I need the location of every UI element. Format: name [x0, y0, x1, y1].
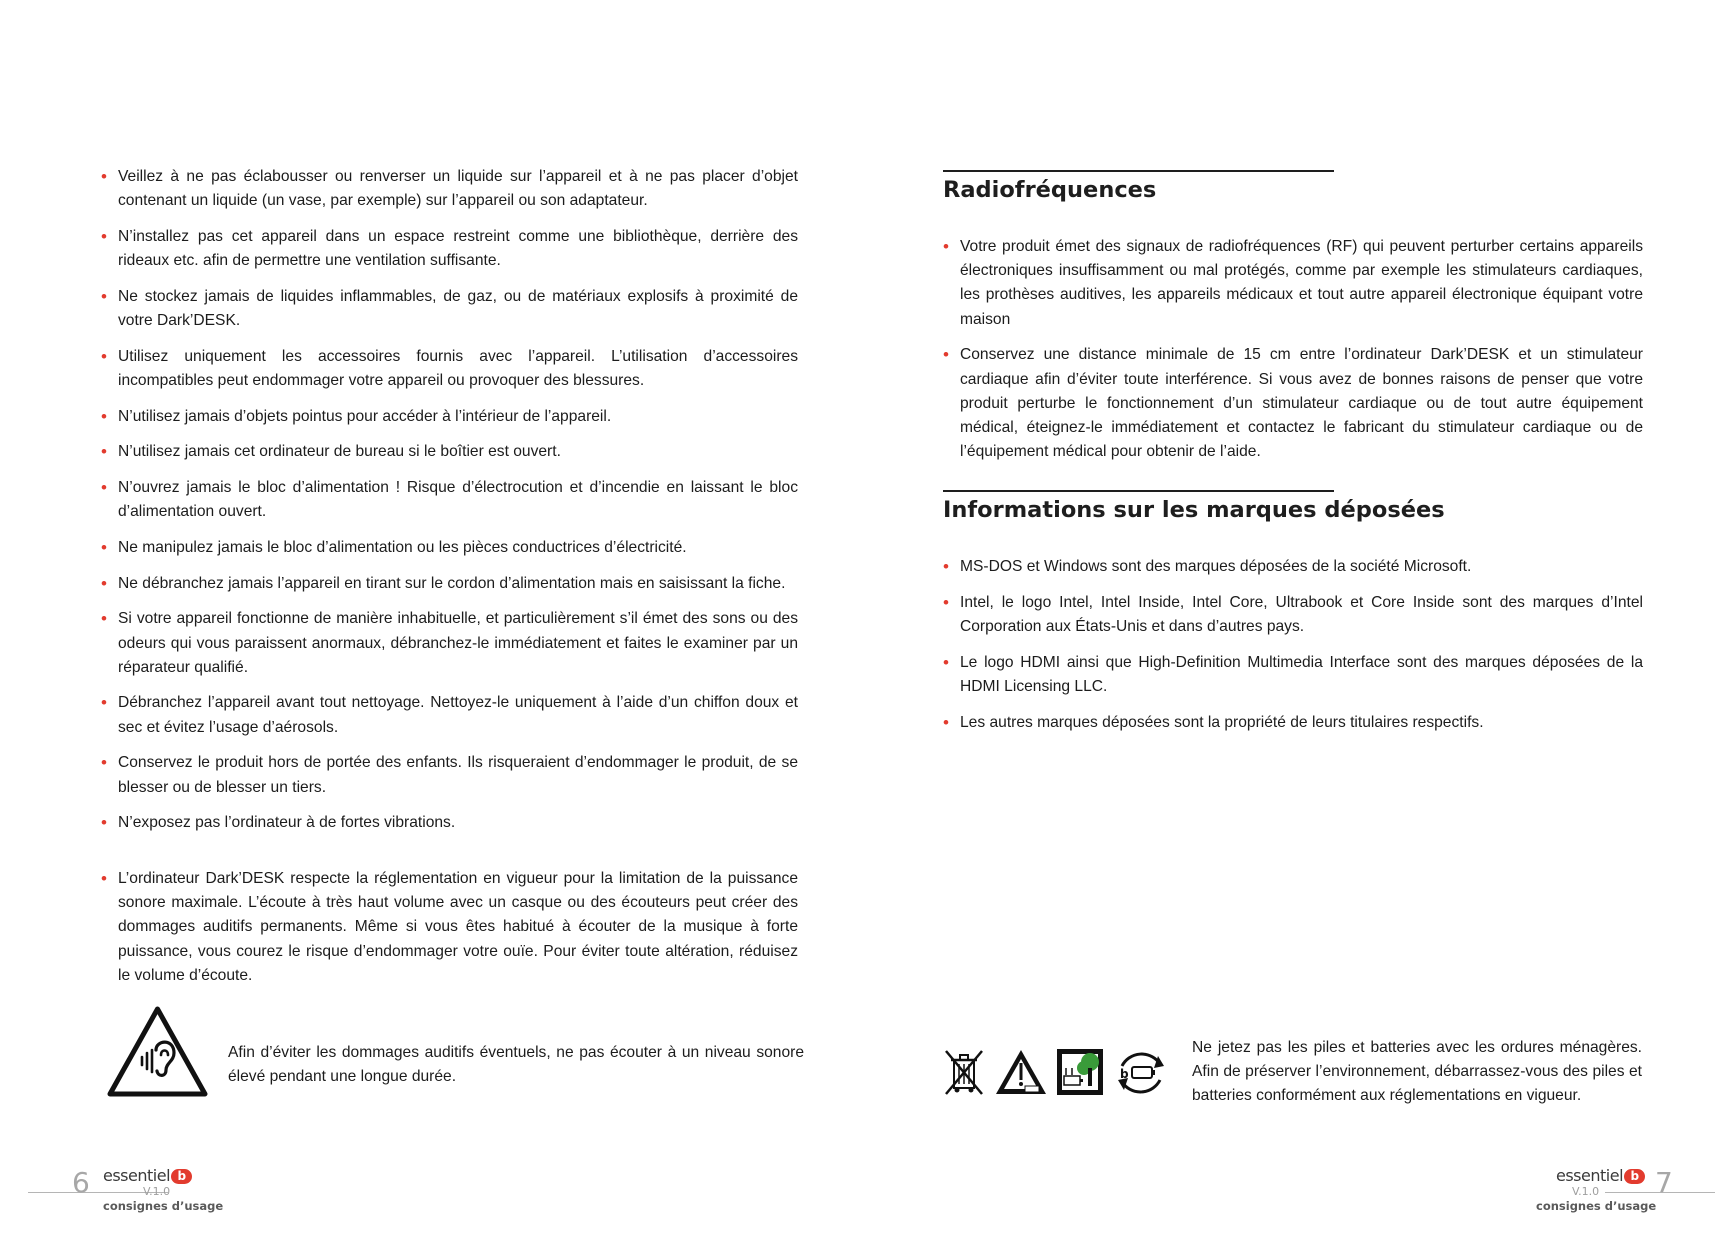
radio-list: [943, 235, 1643, 476]
list-item-text: Le logo HDMI ainsi que High-Definition Multimedia Interface sont des marques déposées de la HDMI Licensing LLC.: [960, 653, 1643, 695]
list-item-text: N’installez pas cet appareil dans un espace restreint comme une bibliothèque, derrière des rideaux etc. afin de permettre une ventilation suffisante.: [118, 227, 798, 270]
left-page: [0, 0, 867, 1247]
list-item-text: Les autres marques déposées sont la propriété de leurs titulaires respectifs.: [960, 713, 1484, 731]
list-item: • Le logo HDMI ainsi que High-Definition Multimedia Interface sont des marques déposées de la HDMI Licensing LLC.: [943, 652, 1643, 695]
brand-logo: [103, 1166, 192, 1185]
brand-name: essentiel: [1556, 1166, 1624, 1185]
list-item: • N’utilisez jamais cet ordinateur de bureau si le boîtier est ouvert.: [101, 442, 561, 462]
list-item: • Intel, le logo Intel, Intel Inside, Intel Core, Ultrabook et Core Inside sont des marques d’Intel Corporation aux États-Unis et dans d’autres pays.: [943, 592, 1643, 635]
page-number: 7: [1655, 1166, 1673, 1199]
list-item: • MS-DOS et Windows sont des marques déposées de la société Microsoft.: [943, 557, 1472, 576]
list-item-text: Utilisez uniquement les accessoires fournis avec l’appareil. L’utilisation d’accessoires incompatibles peut endommager votre appareil ou provoquer des blessures.: [118, 347, 798, 389]
list-item: • Ne manipulez jamais le bloc d’alimentation ou les pièces conductrices d’électricité.: [101, 537, 687, 557]
list-item: • N’installez pas cet appareil dans un espace restreint comme une bibliothèque, derrière des rideaux etc. afin de permettre une ventilation suffisante.: [101, 226, 798, 270]
version-label: V.1.0: [1572, 1185, 1600, 1198]
section-rule: [943, 170, 1334, 172]
page-number: 6: [72, 1166, 90, 1199]
list-item-text: Veillez à ne pas éclabousser ou renverser un liquide sur l’appareil et à ne pas placer d’objet contenant un liquide (un vase, par exemple) sur l’appareil ou son adaptateur.: [118, 168, 798, 210]
list-item: • Si votre appareil fonctionne de manière inhabituelle, et particulièrement s’il émet des sons ou des odeurs qui vous paraissent anormaux, débranchez-le immédiatement et faites le examiner par un réparateur qualifié.: [101, 609, 798, 676]
list-item: • N’ouvrez jamais le bloc d’alimentation ! Risque d’électrocution et d’incendie en laissant le bloc d’alimentation ouvert.: [101, 478, 798, 521]
svg-text:b: b: [1120, 1067, 1129, 1081]
list-item: • Les autres marques déposées sont la propriété de leurs titulaires respectifs.: [943, 712, 1484, 732]
trademarks-list: [943, 555, 1643, 746]
list-item-text: Ne manipulez jamais le bloc d’alimentation ou les pièces conductrices d’électricité.: [118, 538, 687, 556]
battery-notice: Ne jetez pas les piles et batteries avec les ordures ménagères. Afin de préserver l’environnement, débarrassez-vous des piles et batteries conformément aux réglementations en vigueur.: [1192, 1039, 1642, 1105]
volume-list: [101, 867, 798, 1000]
brand-logo: [1556, 1166, 1645, 1185]
list-item-text: N’exposez pas l’ordinateur à de fortes vibrations.: [118, 814, 456, 832]
brand-mark: b: [171, 1169, 192, 1184]
volume-item-text: L’ordinateur Dark’DESK respecte la réglementation en vigueur pour la limitation de la puissance sonore maximale. L’écoute à très haut volume avec un casque ou des écouteurs peut créer des dommages auditifs permanents. Même si vous êtes habitué à écouter de la musique à forte puissance, vous courez le risque d’endommager votre ouïe. Pour éviter toute altération, réduisez le volume d’écoute.: [118, 870, 798, 984]
safety-list: [101, 165, 798, 847]
list-item-text: Conservez le produit hors de portée des enfants. Ils risqueraient d’endommager le produit, de se blesser ou de blesser un tiers.: [118, 754, 798, 796]
section-title-trademarks: Informations sur les marques déposées: [943, 497, 1445, 523]
list-item-text: N’ouvrez jamais le bloc d’alimentation ! Risque d’électrocution et d’incendie en laissant le bloc d’alimentation ouvert.: [118, 479, 798, 521]
version-label: V.1.0: [143, 1185, 171, 1198]
list-item-text: Débranchez l’appareil avant tout nettoyage. Nettoyez-le uniquement à l’aide d’un chiffon doux et sec et évitez l’usage d’aérosols.: [118, 694, 798, 736]
battery-recycle-icon: [1112, 1048, 1170, 1098]
brand-name: essentiel: [103, 1166, 171, 1185]
list-item-text: N’utilisez jamais cet ordinateur de bureau si le boîtier est ouvert.: [118, 443, 561, 461]
list-item-text: Ne débranchez jamais l’appareil en tirant sur le cordon d’alimentation mais en saisissant la fiche.: [118, 574, 786, 592]
list-item: • Conservez une distance minimale de 15 cm entre l’ordinateur Dark’DESK et un stimulateur cardiaque afin d’éviter toute interférence. Si vous avez de bonnes raisons de penser que votre produit perturbe le fonctionnement d’un stimulateur cardiaque ou de tout autre équipement médical, éteignez-le immédiatement et contactez le fabricant du stimulateur cardiaque ou de l’équipement médical pour obtenir de l’aide.: [943, 345, 1643, 461]
list-item: • Ne stockez jamais de liquides inflammables, de gaz, ou de matériaux explosifs à proximité de votre Dark’DESK.: [101, 286, 798, 330]
list-item: • Votre produit émet des signaux de radiofréquences (RF) qui peuvent perturber certains appareils électroniques insuffisamment ou mal protégés, comme par exemple les stimulateurs cardiaques, les prothèses auditives, les appareils médicaux et tout autre appareil électronique équipant votre maison: [943, 237, 1643, 328]
battery-hazard-icon: [994, 1048, 1048, 1096]
list-item-text: Votre produit émet des signaux de radiofréquences (RF) qui peuvent perturber certains appareils électroniques insuffisamment ou mal protégés, comme par exemple les stimulateurs cardiaques, les prothèses auditives, les appareils médicaux et tout autre appareil électronique équipant votre maison: [960, 238, 1643, 328]
footer-subtitle: consignes d’usage: [1536, 1199, 1657, 1213]
hearing-warning-text: Afin d’éviter les dommages auditifs éventuels, ne pas écouter à un niveau sonore élevé pendant une longue durée.: [228, 1044, 804, 1086]
hearing-warning: [106, 1005, 806, 1101]
brand-mark: b: [1624, 1169, 1645, 1184]
list-item: • Utilisez uniquement les accessoires fournis avec l’appareil. L’utilisation d’accessoires incompatibles peut endommager votre appareil ou provoquer des blessures.: [101, 346, 798, 389]
footer-subtitle: consignes d’usage: [103, 1199, 224, 1213]
list-item-text: Ne stockez jamais de liquides inflammables, de gaz, ou de matériaux explosifs à proximité de votre Dark’DESK.: [118, 287, 798, 330]
list-item: • Débranchez l’appareil avant tout nettoyage. Nettoyez-le uniquement à l’aide d’un chiffon doux et sec et évitez l’usage d’aérosols.: [101, 693, 798, 736]
list-item: • Conservez le produit hors de portée des enfants. Ils risqueraient d’endommager le produit, de se blesser ou de blesser un tiers.: [101, 753, 798, 796]
list-item-text: MS-DOS et Windows sont des marques déposées de la société Microsoft.: [960, 558, 1472, 575]
crossed-bin-icon: [942, 1048, 986, 1096]
hearing-warning-icon: [106, 1005, 209, 1100]
list-item-text: Intel, le logo Intel, Intel Inside, Intel Core, Ultrabook et Core Inside sont des marques d’Intel Corporation aux États-Unis et dans d’autres pays.: [960, 593, 1643, 635]
recycling-icons: [942, 1048, 1172, 1100]
list-item-text: Conservez une distance minimale de 15 cm entre l’ordinateur Dark’DESK et un stimulateur cardiaque afin d’éviter toute interférence. Si vous avez de bonnes raisons de penser que votre produit perturbe le fonctionnement d’un stimulateur cardiaque ou de tout autre équipement médical, éteignez-le immédiatement et contactez le fabricant du stimulateur cardiaque ou de l’équipement médical pour obtenir de l’aide.: [960, 346, 1643, 461]
list-item-text: N’utilisez jamais d’objets pointus pour accéder à l’intérieur de l’appareil.: [118, 407, 612, 425]
list-item-text: Si votre appareil fonctionne de manière inhabituelle, et particulièrement s’il émet des sons ou des odeurs qui vous paraissent anormaux, débranchez-le immédiatement et faites le examiner par un réparateur qualifié.: [118, 610, 798, 676]
section-title-radio: Radiofréquences: [943, 177, 1157, 203]
list-item: • N’exposez pas l’ordinateur à de fortes vibrations.: [101, 813, 456, 833]
list-item: • L’ordinateur Dark’DESK respecte la réglementation en vigueur pour la limitation de la puissance sonore maximale. L’écoute à très haut volume avec un casque ou des écouteurs peut créer des dommages auditifs permanents. Même si vous êtes habitué à écouter de la musique à forte puissance, vous courez le risque d’endommager votre ouïe. Pour éviter toute altération, réduisez le volume d’écoute.: [101, 869, 798, 984]
section-rule: [943, 490, 1334, 492]
recycling-tree-icon: [1056, 1048, 1104, 1096]
list-item: • Veillez à ne pas éclabousser ou renverser un liquide sur l’appareil et à ne pas placer d’objet contenant un liquide (un vase, par exemple) sur l’appareil ou son adaptateur.: [101, 167, 798, 210]
list-item: • N’utilisez jamais d’objets pointus pour accéder à l’intérieur de l’appareil.: [101, 406, 612, 426]
list-item: • Ne débranchez jamais l’appareil en tirant sur le cordon d’alimentation mais en saisissant la fiche.: [101, 573, 786, 593]
